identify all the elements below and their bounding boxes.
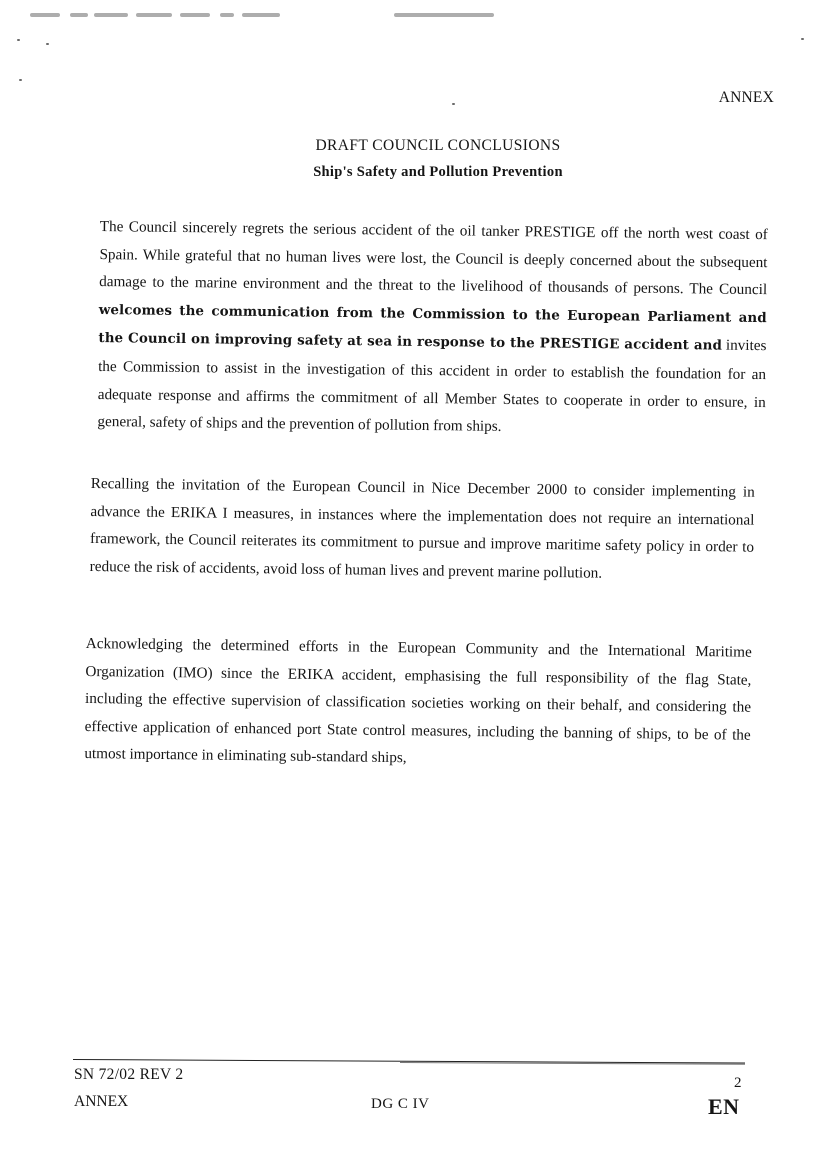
scan-speck [452, 103, 455, 105]
paragraph-erika-measures: Recalling the invitation of the European Council in Nice December 2000 to consider implementing in advance the ERIKA I measures, in instances where the implementation does not require an international framework, the Council reiterates its commitment to pursue and improve maritime safety policy in order to reduce the risk of accidents, avoid loss of human lives and prevent marine pollution. [89, 474, 755, 582]
scan-speck [46, 43, 49, 45]
annex-label: ANNEX [718, 89, 774, 106]
paragraph-imo-efforts: Acknowledging the determined efforts in the European Community and the International Maritime Organization (IMO) since the ERIKA accident, emphasising the full responsibility of the flag State, including the effective supervision of classification societies working on their behalf, and considering the effective application of enhanced port State control measures, including the banning of ships, to be of the utmost importance in eliminating sub-standard ships, [84, 634, 752, 767]
document-subtitle: Ship's Safety and Pollution Prevention [313, 164, 563, 180]
footer-document-ref: SN 72/02 REV 2 [74, 1066, 184, 1083]
footer-annex-label: ANNEX [74, 1093, 129, 1110]
scan-speck [17, 39, 20, 41]
paragraph-bold-text: welcomes the communication from the Commission to the European Parliament and the Council on improving safety at sea in response to the PRESTIGE accident and [98, 301, 767, 354]
scan-speck [801, 38, 804, 40]
paragraph-text: The Council sincerely regrets the serious accident of the oil tanker PRESTIGE off the north west coast of Spain. While grateful that no human lives were lost, the Council is deeply concerned about the subsequent damage to the marine environment and the threat to the livelihood of thousands of persons. The Council [99, 217, 768, 299]
document-title: DRAFT COUNCIL CONCLUSIONS [315, 137, 561, 154]
paragraph-prestige-accident [97, 213, 768, 444]
footer-page-number: 2 [734, 1075, 742, 1091]
scan-speck [19, 79, 22, 81]
fax-transmission-header [30, 9, 500, 21]
paragraph-text: invites the Commission to assist in the investigation of this accident in order to establish the foundation for an adequate response and affirms the commitment of all Member States to cooperate in order to ensure, in general, safety of ships and the prevention of pollution from ships. [97, 336, 767, 436]
footer-directorate: DG C IV [371, 1096, 430, 1112]
footer-language-code: EN [708, 1094, 740, 1119]
